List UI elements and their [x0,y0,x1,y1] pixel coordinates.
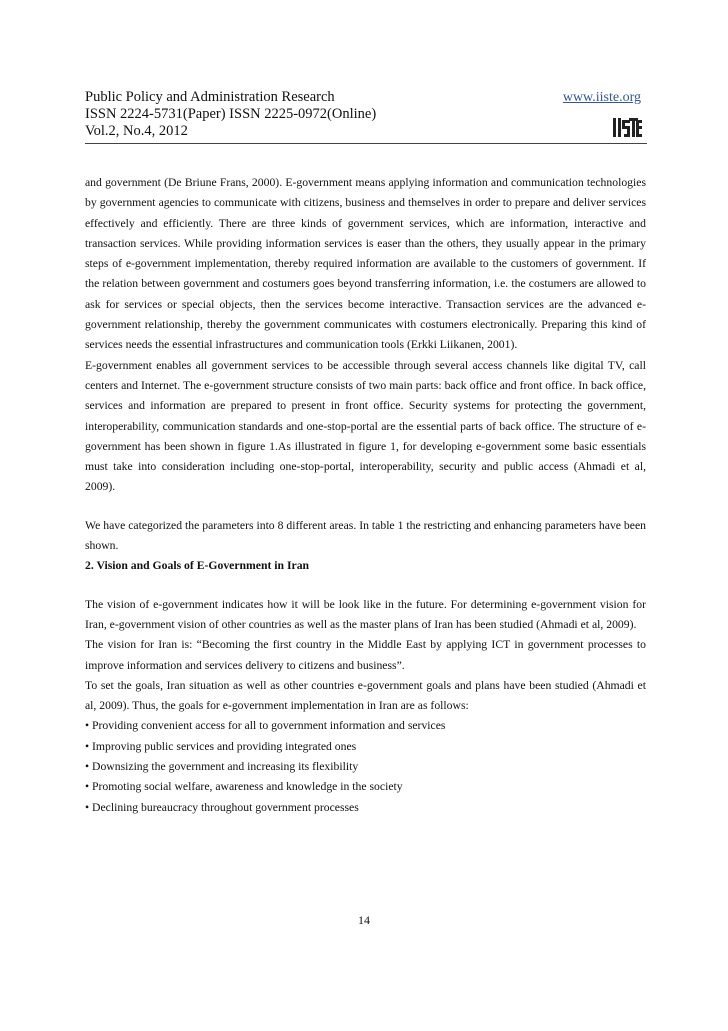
paragraph-goals-intro: To set the goals, Iran situation as well as other countries e-government goals and plans have been studied (Ahmadi et al, 2009). Thus, the goals for e-government implementation in Iran are as follows: [85,678,646,713]
journal-header [85,89,645,140]
volume-line: Vol.2, No.4, 2012 [85,123,188,139]
paragraph-parameter-categories: We have categorized the parameters into 8 different areas. In table 1 the restricting and enhancing parameters have been shown. [85,518,646,553]
goal-list-item: • Declining bureaucracy throughout government processes [85,800,359,814]
goal-list-item: • Improving public services and providing integrated ones [85,739,357,753]
paragraph-gap [85,498,646,516]
issn-line: ISSN 2224-5731(Paper) ISSN 2225-0972(Online) [85,106,377,122]
article-body [85,173,646,818]
journal-url-link[interactable]: www.iiste.org [562,90,641,105]
paragraph-vision-statement: The vision for Iran is: “Becoming the first country in the Middle East by applying ICT in government processes to improve information and services delivery to citizens and business”. [85,638,646,672]
paragraph-vision-definition: The vision of e-government indicates how it will be look like in the future. For determining e-government vision for Iran, e-government vision of other countries as well as the master plans of Iran has been studied (Ahmadi et al, 2009). [85,597,646,631]
goal-list-item: • Providing convenient access for all to government information and services [85,719,446,733]
paragraph-access-channels: E-government enables all government services to be accessible through several access channels like digital TV, call centers and Internet. The e-government structure consists of two main parts: back office and front office. In back office, services and information are prepared to present in front office. Security systems for protecting the government, interoperability, communication standards and one-stop-portal are the essential parts of back office. The structure of e-government has been shown in figure 1.As illustrated in figure 1, for developing e-government some basic essentials must take into consideration including one-stop-portal, interoperability, security and public access (Ahmadi et al, 2009). [85,358,646,494]
paragraph-gap [85,577,646,595]
journal-title: Public Policy and Administration Research [85,89,335,105]
page-number: 14 [358,913,370,927]
header-divider [85,143,647,144]
goal-list-item: • Downsizing the government and increasing its flexibility [85,760,359,774]
iiste-logo [612,114,642,140]
goal-list-item: • Promoting social welfare, awareness and knowledge in the society [85,780,403,794]
section-heading: 2. Vision and Goals of E-Government in Iran [85,559,310,573]
paragraph-e-government-services: and government (De Briune Frans, 2000). E-government means applying information and communication technologies by government agencies to communicate with citizens, business and themselves in order to prepare and deliver services effectively and efficiently. There are three kinds of government services, which are information, interactive and transaction services. While providing information services is easer than the others, they usually appear in the primary steps of e-government implementation, thereby required information are available to the customers of government. If the relation between government and costumers goes beyond transferring information, i.e. the costumers are allowed to ask for services or special objects, then the services become interactive. Transaction services are the advanced e-government relationship, thereby the government communicates with costumers electronically. Preparing this kind of services needs the essential infrastructures and communication tools (Erkki Liikanen, 2001). [85,176,646,352]
